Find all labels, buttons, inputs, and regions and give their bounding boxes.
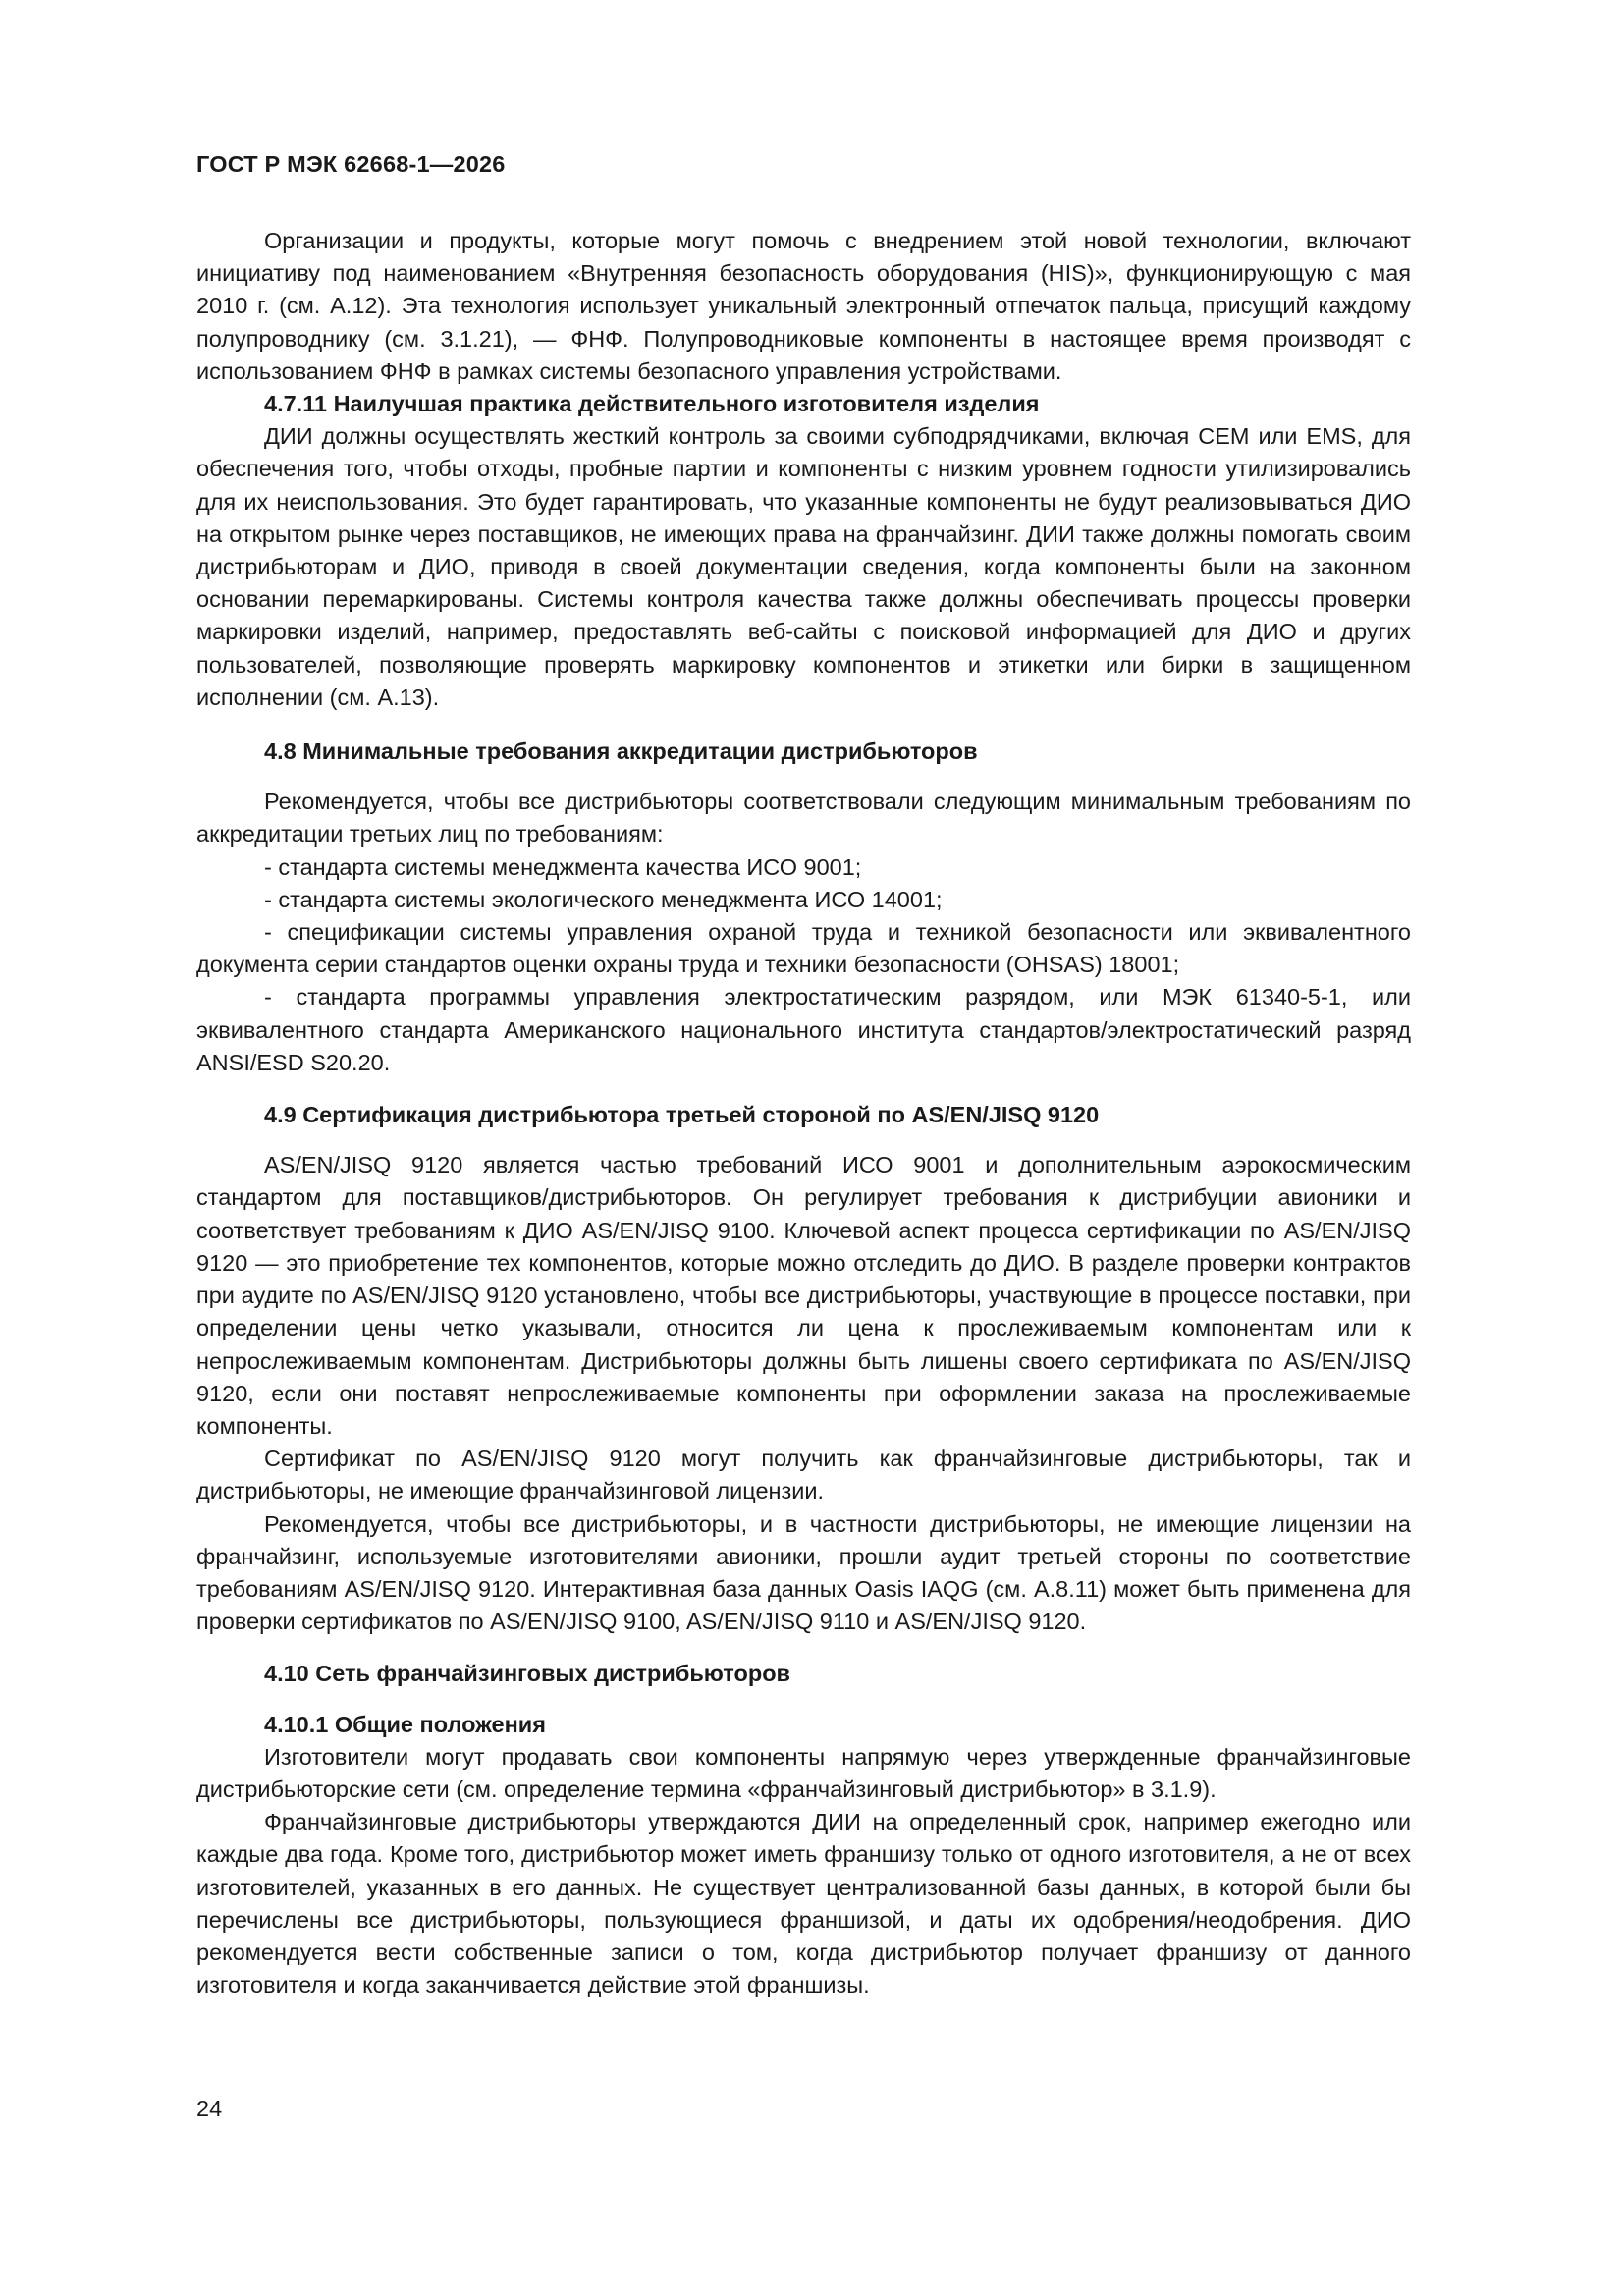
subsection-heading: 4.7.11 Наилучшая практика действительного изготовителя изделия [264, 391, 1040, 417]
document-header: ГОСТ Р МЭК 62668-1—2026 [196, 151, 506, 177]
paragraph: Рекомендуется, чтобы все дистрибьюторы, и в частности дистрибьюторы, не имеющие лицензии на франчайзинг, используемые изготовителями авионики, прошли аудит третьей стороны по соответствие требованиям AS/EN/JISQ 9120. Интерактивная база данных Oasis IAQG (см. А.8.11) может быть применена для проверки сертификатов по AS/EN/JISQ 9100, AS/EN/JISQ 9110 и AS/EN/JISQ 9120. [196, 1510, 1411, 1635]
paragraph: Сертификат по AS/EN/JISQ 9120 могут получить как франчайзинговые дистрибьюторы, так и дистрибьюторы, не имеющие франчайзинговой лицензии. [196, 1446, 1411, 1504]
list-item: - стандарта программы управления электростатическим разрядом, или МЭК 61340-5-1, или эквивалентного стандарта Американского национального института стандартов/электростатический разряд ANSI/ESD S20.20. [196, 984, 1411, 1075]
paragraph: Рекомендуется, чтобы все дистрибьюторы соответствовали следующим минимальным требованиям по аккредитации третьих лиц по требованиям: [196, 789, 1411, 847]
paragraph: ДИИ должны осуществлять жесткий контроль за своими субподрядчиками, включая CEM или EMS, для обеспечения того, чтобы отходы, пробные партии и компоненты с низким уровнем годности утилизировались для их неиспользования. Это будет гарантировать, что указанные компоненты не будут реализовываться ДИО на открытом рынке через поставщиков, не имеющих права на франчайзинг. ДИИ также должны помогать своим дистрибьюторам и ДИО, приводя в своей документации сведения, когда компоненты были на законном основании перемаркированы. Системы контроля качества также должны обеспечивать процессы проверки маркировки изделий, например, предоставлять веб-сайты с поисковой информацией для ДИО и других пользователей, позволяющие проверять маркировку компонентов и этикетки или бирки в защищенном исполнении (см. А.13). [196, 423, 1411, 710]
list-item: - стандарта системы менеджмента качества ИСО 9001; [264, 853, 862, 880]
section-heading: 4.8 Минимальные требования аккредитации дистрибьюторов [264, 738, 978, 765]
paragraph: Изготовители могут продавать свои компоненты напрямую через утвержденные франчайзинговые дистрибьюторские сети (см. определение термина «франчайзинговый дистрибьютор» в 3.1.9). [196, 1743, 1411, 1802]
list-item: - спецификации системы управления охраной труда и техникой безопасности или эквивалентного документа серии стандартов оценки охраны труда и техники безопасности (OHSAS) 18001; [196, 919, 1411, 978]
page-number: 24 [196, 2096, 223, 2121]
list-item: - стандарта системы экологического менеджмента ИСО 14001; [264, 886, 943, 912]
section-heading: 4.9 Сертификация дистрибьютора третьей стороной по AS/EN/JISQ 9120 [264, 1102, 1100, 1128]
body-text [196, 225, 1411, 2001]
section-heading: 4.10 Сеть франчайзинговых дистрибьюторов [264, 1661, 790, 1687]
subsection-heading: 4.10.1 Общие положения [264, 1711, 546, 1737]
paragraph: Организации и продукты, которые могут помочь с внедрением этой новой технологии, включают инициативу под наименованием «Внутренняя безопасность оборудования (HIS)», функционирующую с мая 2010 г. (см. А.12). Эта технология использует уникальный электронный отпечаток пальца, присущий каждому полупроводнику (см. 3.1.21), — ФНФ. Полупроводниковые компоненты в настоящее время производят с использованием ФНФ в рамках системы безопасного управления устройствами. [196, 228, 1411, 384]
paragraph: AS/EN/JISQ 9120 является частью требований ИСО 9001 и дополнительным аэрокосмическим стандартом для поставщиков/дистрибьюторов. Он регулирует требования к дистрибуции авионики и соответствует требованиям к ДИО AS/EN/JISQ 9100. Ключевой аспект процесса сертификации по AS/EN/JISQ 9120 — это приобретение тех компонентов, которые можно отследить до ДИО. В разделе проверки контрактов при аудите по AS/EN/JISQ 9120 установлено, чтобы все дистрибьюторы, участвующие в процессе поставки, при определении цены четко указывали, относится ли цена к прослеживаемым компонентам или к непрослеживаемым компонентам. Дистрибьюторы должны быть лишены своего сертификата по AS/EN/JISQ 9120, если они поставят непрослеживаемые компоненты при оформлении заказа на прослеживаемые компоненты. [196, 1152, 1411, 1439]
paragraph: Франчайзинговые дистрибьюторы утверждаются ДИИ на определенный срок, например ежегодно или каждые два года. Кроме того, дистрибьютор может иметь франшизу только от одного изготовителя, а не от всех изготовителей, указанных в его данных. Не существует централизованной базы данных, в которой были бы перечислены все дистрибьюторы, пользующиеся франшизой, и даты их одобрения/неодобрения. ДИО рекомендуется вести собственные записи о том, когда дистрибьютор получает франшизу от данного изготовителя и когда заканчивается действие этой франшизы. [196, 1809, 1411, 1998]
